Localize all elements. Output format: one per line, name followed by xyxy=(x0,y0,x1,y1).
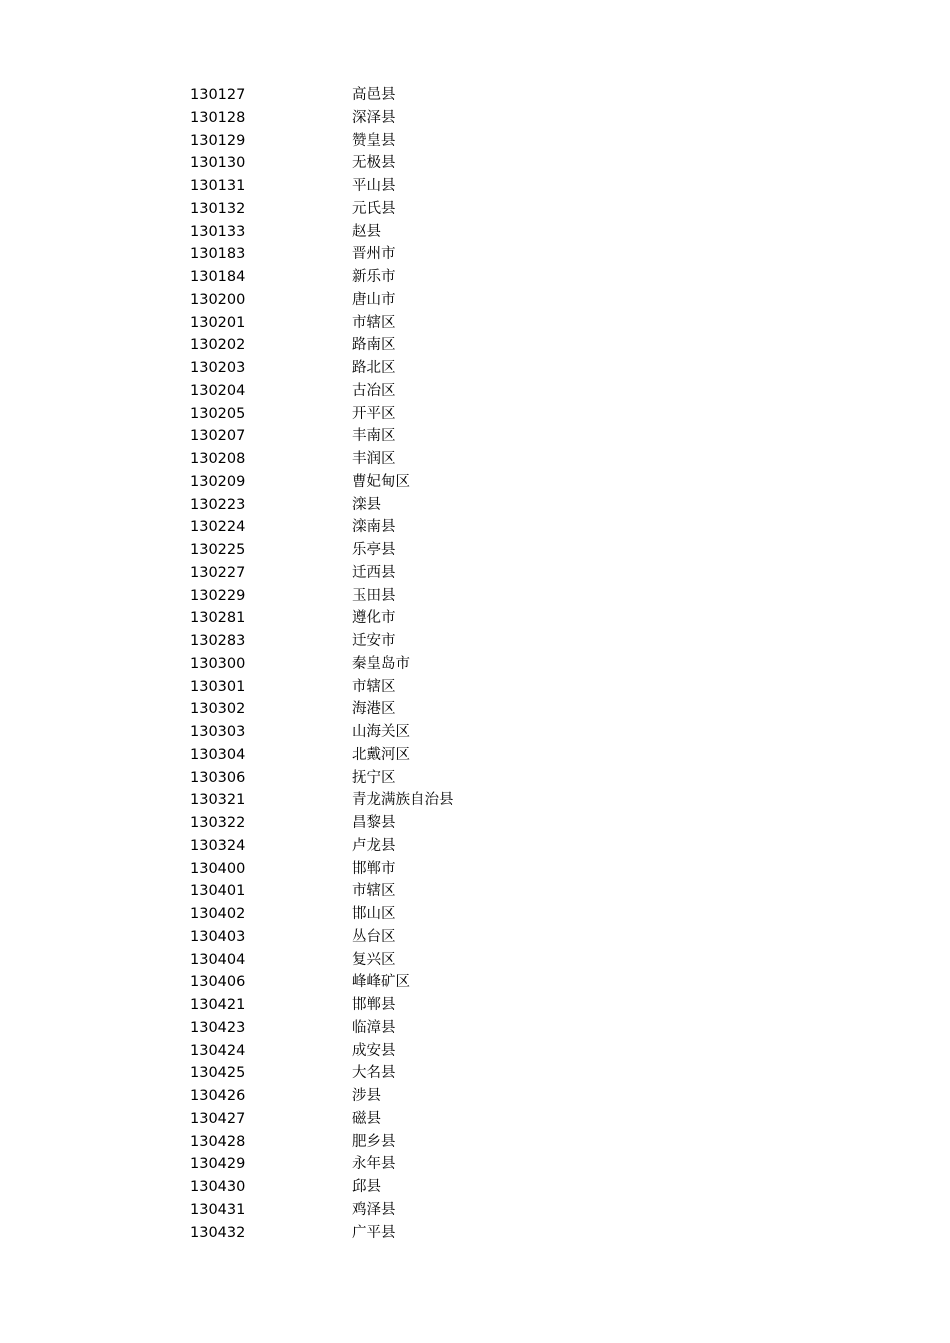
region-name-cell: 玉田县 xyxy=(352,587,396,604)
region-name-cell: 滦南县 xyxy=(352,519,396,536)
region-code-cell: 130400 xyxy=(190,860,246,877)
table-row xyxy=(190,152,610,175)
table-row xyxy=(190,744,610,767)
region-name-cell: 临漳县 xyxy=(352,1019,396,1036)
region-name-cell: 北戴河区 xyxy=(352,746,410,763)
region-code-cell: 130201 xyxy=(190,314,246,331)
table-row xyxy=(190,812,610,835)
table-row xyxy=(190,653,610,676)
table-row xyxy=(190,198,610,221)
region-code-cell: 130302 xyxy=(190,701,246,718)
region-code-cell: 130431 xyxy=(190,1201,246,1218)
table-row xyxy=(190,835,610,858)
region-code-cell: 130322 xyxy=(190,815,246,831)
region-name-cell: 卢龙县 xyxy=(352,837,396,854)
region-name-cell: 复兴区 xyxy=(352,951,396,968)
table-row xyxy=(190,539,610,562)
region-code-cell: 130129 xyxy=(190,132,246,149)
region-name-cell: 元氏县 xyxy=(352,200,396,217)
region-name-cell: 市辖区 xyxy=(352,678,396,695)
region-name-cell: 唐山市 xyxy=(352,291,396,308)
table-row xyxy=(190,1017,610,1040)
region-code-cell: 130127 xyxy=(190,87,246,103)
region-code-cell: 130402 xyxy=(190,906,246,922)
table-row xyxy=(190,403,610,426)
region-name-cell: 磁县 xyxy=(352,1110,381,1127)
region-name-cell: 肥乡县 xyxy=(352,1133,396,1150)
table-row xyxy=(190,266,610,289)
table-row xyxy=(190,585,610,608)
region-code-cell: 130306 xyxy=(190,769,246,786)
table-row xyxy=(190,221,610,244)
region-code-cell: 130203 xyxy=(190,360,246,376)
region-code-cell: 130429 xyxy=(190,1156,246,1173)
region-code-cell: 130324 xyxy=(190,837,246,854)
region-code-cell: 130184 xyxy=(190,269,246,285)
region-code-cell: 130131 xyxy=(190,178,246,194)
region-name-cell: 丛台区 xyxy=(352,928,396,945)
region-code-cell: 130133 xyxy=(190,223,246,240)
region-name-cell: 丰南区 xyxy=(352,428,396,445)
region-name-cell: 遵化市 xyxy=(352,610,396,627)
region-code-cell: 130404 xyxy=(190,951,246,968)
region-name-cell: 赞皇县 xyxy=(352,132,396,149)
region-code-cell: 130207 xyxy=(190,428,246,445)
region-code-cell: 130227 xyxy=(190,564,246,581)
table-row xyxy=(190,1153,610,1176)
table-row xyxy=(190,926,610,949)
region-name-cell: 永年县 xyxy=(352,1156,396,1173)
region-name-cell: 新乐市 xyxy=(352,269,396,285)
region-name-cell: 昌黎县 xyxy=(352,815,396,831)
region-name-cell: 山海关区 xyxy=(352,724,410,740)
table-row xyxy=(190,357,610,380)
region-name-cell: 海港区 xyxy=(352,701,396,718)
table-row xyxy=(190,767,610,790)
region-name-cell: 抚宁区 xyxy=(352,769,396,786)
region-code-cell: 130426 xyxy=(190,1088,246,1104)
region-name-cell: 鸡泽县 xyxy=(352,1201,396,1218)
table-row xyxy=(190,971,610,994)
region-name-cell: 涉县 xyxy=(352,1088,381,1104)
region-name-cell: 邯山区 xyxy=(352,906,396,922)
table-row xyxy=(190,1085,610,1108)
table-row xyxy=(190,334,610,357)
region-code-cell: 130209 xyxy=(190,473,246,490)
region-code-cell: 130423 xyxy=(190,1019,246,1036)
region-name-cell: 晋州市 xyxy=(352,246,396,263)
region-code-cell: 130204 xyxy=(190,382,246,399)
table-row xyxy=(190,721,610,744)
table-row xyxy=(190,448,610,471)
table-row xyxy=(190,84,610,107)
table-row xyxy=(190,380,610,403)
table-row xyxy=(190,1131,610,1154)
region-name-cell: 乐亭县 xyxy=(352,542,396,558)
table-row xyxy=(190,107,610,130)
region-name-cell: 邯郸市 xyxy=(352,860,396,877)
table-row xyxy=(190,289,610,312)
region-code-cell: 130427 xyxy=(190,1110,246,1127)
region-code-cell: 130424 xyxy=(190,1042,246,1059)
table-row xyxy=(190,949,610,972)
table-row xyxy=(190,789,610,812)
region-name-cell: 市辖区 xyxy=(352,314,396,331)
region-name-cell: 高邑县 xyxy=(352,87,396,103)
region-name-cell: 滦县 xyxy=(352,496,381,513)
region-name-cell: 深泽县 xyxy=(352,109,396,126)
region-name-cell: 路南区 xyxy=(352,337,396,354)
region-name-cell: 曹妃甸区 xyxy=(352,473,410,490)
region-code-cell: 130321 xyxy=(190,792,246,809)
region-name-cell: 邯郸县 xyxy=(352,997,396,1013)
region-name-cell: 丰润区 xyxy=(352,451,396,467)
table-row xyxy=(190,494,610,517)
table-row xyxy=(190,1108,610,1131)
region-code-cell: 130428 xyxy=(190,1133,246,1150)
region-code-cell: 130225 xyxy=(190,542,246,558)
region-name-cell: 古冶区 xyxy=(352,382,396,399)
region-code-cell: 130403 xyxy=(190,928,246,945)
table-row xyxy=(190,1040,610,1063)
region-code-cell: 130425 xyxy=(190,1065,246,1082)
region-name-cell: 迁西县 xyxy=(352,564,396,581)
table-row xyxy=(190,698,610,721)
region-code-cell: 130223 xyxy=(190,496,246,513)
region-name-cell: 广平县 xyxy=(352,1224,396,1241)
region-code-cell: 130132 xyxy=(190,200,246,217)
region-code-cell: 130283 xyxy=(190,633,246,649)
region-code-cell: 130430 xyxy=(190,1179,246,1195)
table-row xyxy=(190,471,610,494)
region-name-cell: 秦皇岛市 xyxy=(352,655,410,672)
region-name-cell: 赵县 xyxy=(352,223,381,240)
table-row xyxy=(190,1176,610,1199)
table-row xyxy=(190,130,610,153)
region-name-cell: 青龙满族自治县 xyxy=(352,792,454,809)
table-row xyxy=(190,175,610,198)
region-code-cell: 130202 xyxy=(190,337,246,354)
table-row xyxy=(190,1062,610,1085)
table-row xyxy=(190,607,610,630)
region-code-cell: 130406 xyxy=(190,974,246,991)
region-code-cell: 130224 xyxy=(190,519,246,536)
region-code-cell: 130205 xyxy=(190,405,246,422)
region-code-cell: 130301 xyxy=(190,678,246,695)
region-name-cell: 迁安市 xyxy=(352,633,396,649)
table-row xyxy=(190,425,610,448)
region-code-cell: 130300 xyxy=(190,655,246,672)
table-row xyxy=(190,1199,610,1222)
region-code-cell: 130421 xyxy=(190,997,246,1013)
region-name-cell: 峰峰矿区 xyxy=(352,974,410,991)
table-row xyxy=(190,858,610,881)
region-code-cell: 130229 xyxy=(190,587,246,604)
table-row xyxy=(190,994,610,1017)
region-code-cell: 130303 xyxy=(190,724,246,740)
region-code-cell: 130183 xyxy=(190,246,246,263)
region-code-cell: 130281 xyxy=(190,610,246,627)
region-code-cell: 130208 xyxy=(190,451,246,467)
region-code-cell: 130128 xyxy=(190,109,246,126)
region-name-cell: 成安县 xyxy=(352,1042,396,1059)
region-code-cell: 130304 xyxy=(190,746,246,763)
region-code-cell: 130401 xyxy=(190,883,246,900)
region-code-table xyxy=(190,84,610,1244)
table-row xyxy=(190,880,610,903)
table-row xyxy=(190,516,610,539)
region-name-cell: 路北区 xyxy=(352,360,396,376)
region-name-cell: 大名县 xyxy=(352,1065,396,1082)
table-row xyxy=(190,676,610,699)
region-code-cell: 130200 xyxy=(190,291,246,308)
table-row xyxy=(190,562,610,585)
region-name-cell: 邱县 xyxy=(352,1179,381,1195)
table-row xyxy=(190,630,610,653)
table-row xyxy=(190,903,610,926)
region-name-cell: 开平区 xyxy=(352,405,396,422)
table-row xyxy=(190,312,610,335)
table-row xyxy=(190,243,610,266)
region-name-cell: 市辖区 xyxy=(352,883,396,900)
region-name-cell: 无极县 xyxy=(352,155,396,172)
table-row xyxy=(190,1222,610,1245)
region-name-cell: 平山县 xyxy=(352,178,396,194)
region-code-cell: 130130 xyxy=(190,155,246,172)
region-code-cell: 130432 xyxy=(190,1224,246,1241)
